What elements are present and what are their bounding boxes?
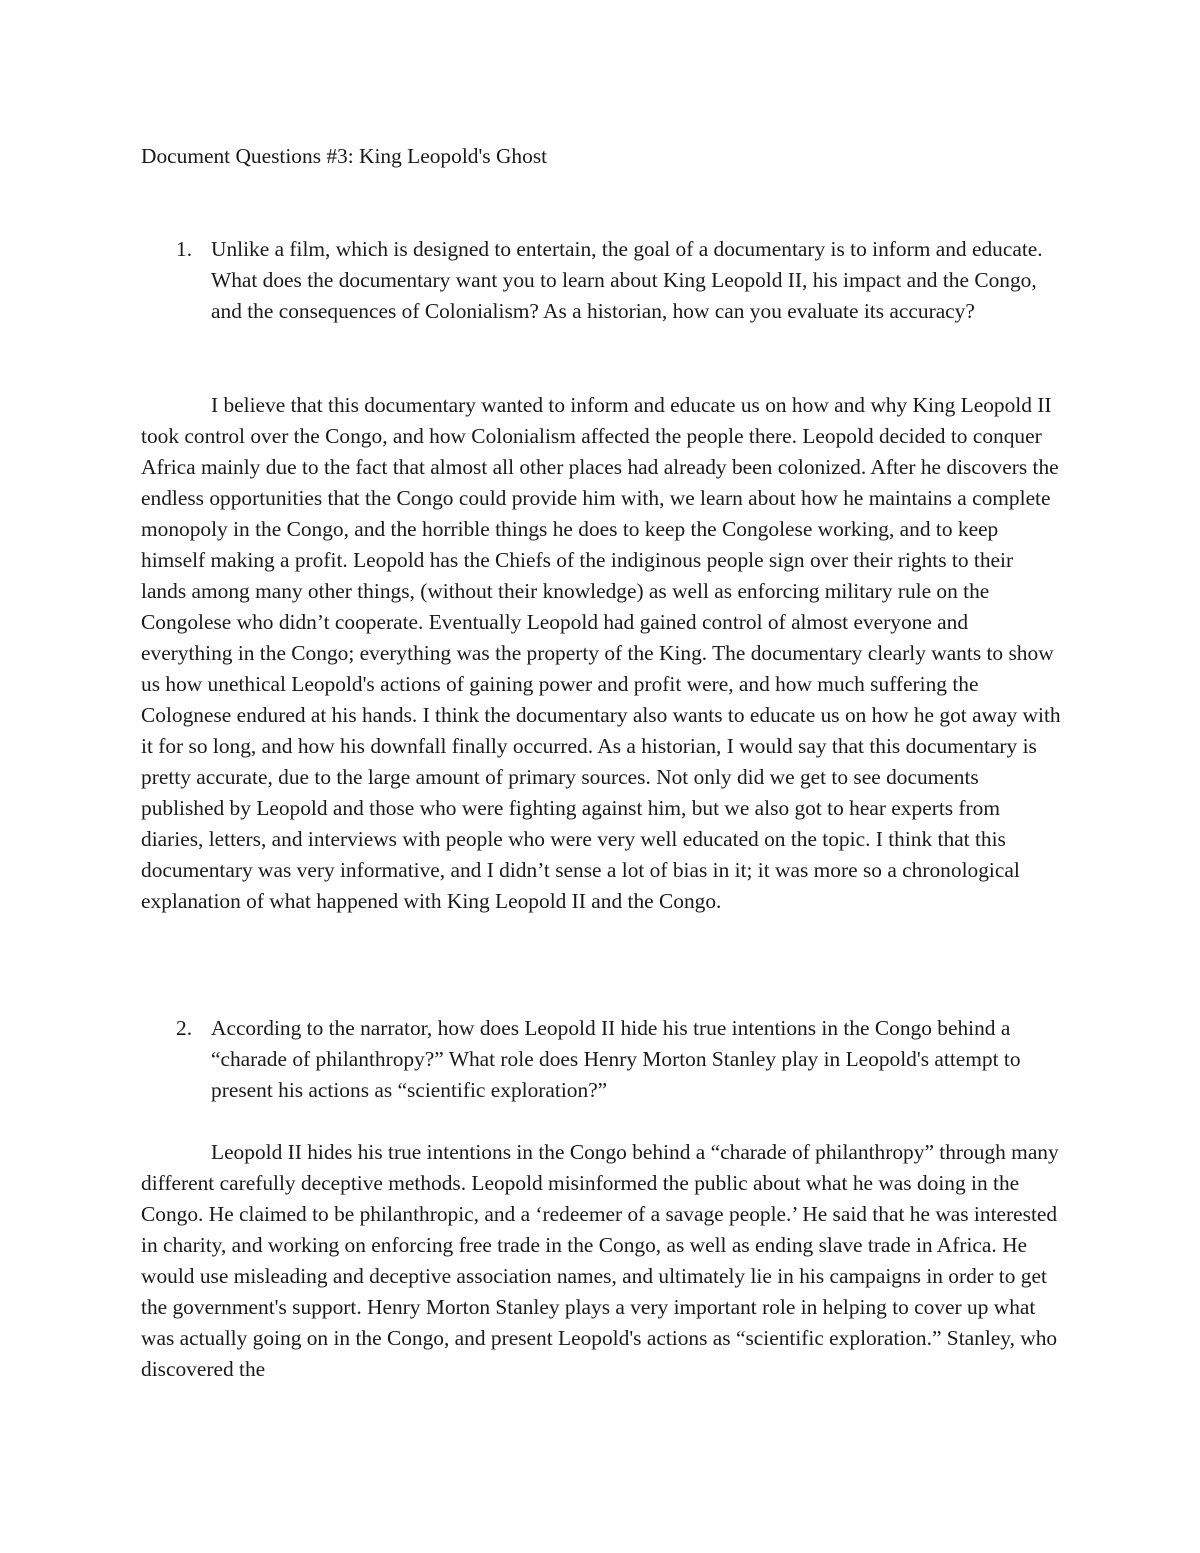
document-title: Document Questions #3: King Leopold's Ghost <box>141 144 548 168</box>
question-number: 2. <box>176 1016 193 1040</box>
question-text: Unlike a film, which is designed to entertain, the goal of a documentary is to inform and educate. What does the documentary want you to learn about King Leopold II, his impact and the Congo, and the consequences of Colonialism? As a historian, how can you evaluate its accuracy? <box>211 237 1043 323</box>
question-2 <box>176 1013 1061 1106</box>
question-text: According to the narrator, how does Leopold II hide his true intentions in the Congo behind a “charade of philanthropy?” What role does Henry Morton Stanley play in Leopold's attempt to present his actions as “scientific exploration?” <box>211 1016 1021 1102</box>
question-number: 1. <box>176 237 193 261</box>
answer-1: I believe that this documentary wanted to inform and educate us on how and why King Leopold II took control over the Congo, and how Colonialism affected the people there. Leopold decided to conquer Africa mainly due to the fact that almost all other places had already been colonized. After he discovers the endless opportunities that the Congo could provide him with, we learn about how he maintains a complete monopoly in the Congo, and the horrible things he does to keep the Congolese working, and to keep himself making a profit. Leopold has the Chiefs of the indiginous people sign over their rights to their lands among many other things, (without their knowledge) as well as enforcing military rule on the Congolese who didn’t cooperate. Eventually Leopold had gained control of almost everyone and everything in the Congo; everything was the property of the King. The documentary clearly wants to show us how unethical Leopold's actions of gaining power and profit were, and how much suffering the Colognese endured at his hands. I think the documentary also wants to educate us on how he got away with it for so long, and how his downfall finally occurred. As a historian, I would say that this documentary is pretty accurate, due to the large amount of primary sources. Not only did we get to see documents published by Leopold and those who were fighting against him, but we also got to hear experts from diaries, letters, and interviews with people who were very well educated on the topic. I think that this documentary was very informative, and I didn’t sense a lot of bias in it; it was more so a chronological explanation of what happened with King Leopold II and the Congo. <box>141 393 1061 913</box>
question-1 <box>176 234 1061 327</box>
answer-2: Leopold II hides his true intentions in the Congo behind a “charade of philanthropy” through many different carefully deceptive methods. Leopold misinformed the public about what he was doing in the Congo. He claimed to be philanthropic, and a ‘redeemer of a savage people.’ He said that he was interested in charity, and working on enforcing free trade in the Congo, as well as ending slave trade in Africa. He would use misleading and deceptive association names, and ultimately lie in his campaigns in order to get the government's support. Henry Morton Stanley plays a very important role in helping to cover up what was actually going on in the Congo, and present Leopold's actions as “scientific exploration.” Stanley, who discovered the <box>141 1140 1059 1381</box>
